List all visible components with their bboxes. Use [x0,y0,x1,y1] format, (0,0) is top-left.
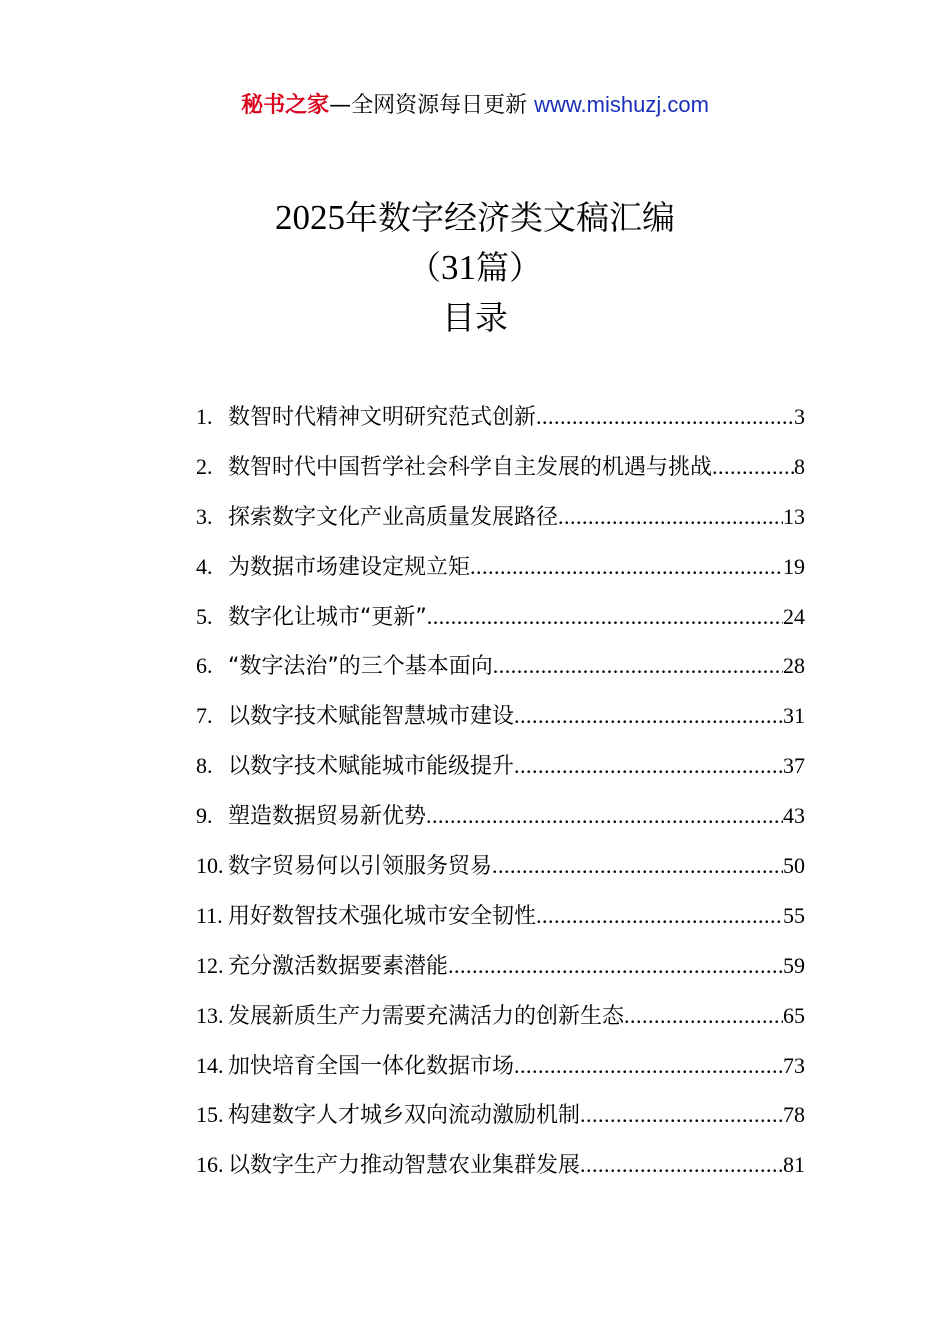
brand-name: 秘书之家 [241,93,330,118]
subtitle-count: 31 [441,248,476,287]
toc-entry[interactable] [196,542,805,592]
toc-entry-title: 探索数字文化产业高质量发展路径 [228,504,559,530]
toc-entry[interactable] [196,691,805,741]
title-year: 2025 [275,198,345,237]
toc-entry[interactable] [196,442,805,492]
toc-entry-number: 14. [196,1052,224,1078]
toc-entry-title: 塑造数据贸易新优势 [228,804,427,830]
toc-entry-leader [514,1041,783,1091]
toc-entry-leader [580,1140,783,1190]
header-separator: — [329,93,352,118]
toc-entry-page: 13 [783,503,805,529]
toc-entry-leader [514,741,783,791]
toc-entry-page: 59 [783,952,805,978]
toc-entry-page: 28 [783,653,805,679]
toc-entry-title: 用好数智技术强化城市安全韧性 [228,903,537,929]
toc-entry-number: 9. [196,803,213,829]
subtitle-open-paren: （ [408,248,441,287]
toc-entry-title: 以数字生产力推动智慧农业集群发展 [228,1153,581,1179]
toc-entry-number: 3. [196,503,213,529]
toc-entry[interactable] [196,991,805,1041]
toc-entry-title: 充分激活数据要素潜能 [228,953,449,979]
toc-entry[interactable] [196,841,805,891]
toc-entry[interactable] [196,941,805,991]
toc-entry-title: 数智时代精神文明研究范式创新 [228,405,537,430]
toc-entry-page: 24 [783,603,805,629]
toc-entry-leader [448,941,783,991]
site-header [0,88,950,123]
toc-entry[interactable] [196,1140,805,1190]
toc-entry-leader [426,791,783,841]
toc-entry-page: 43 [783,803,805,829]
toc-entry[interactable] [196,392,805,442]
toc-entry-leader [493,641,783,691]
title-text: 年数字经济类文稿汇编 [345,198,675,237]
toc-entry[interactable] [196,1041,805,1091]
toc-entry-leader [712,442,794,492]
toc-entry-leader [624,991,783,1041]
toc-entry[interactable] [196,791,805,841]
toc-entry-page: 50 [783,853,805,879]
toc-entry-number: 15. [196,1102,224,1128]
toc-entry-title: 数字贸易何以引领服务贸易 [228,854,493,880]
toc-entry-title: 以数字技术赋能智慧城市建设 [228,704,515,730]
toc-entry-page: 55 [783,902,805,928]
toc-entry-leader [492,841,783,891]
toc-entry-number: 11. [196,902,223,928]
toc-entry[interactable] [196,1090,805,1140]
toc-entry-number: 12. [196,952,224,978]
toc-entry-title: 数智时代中国哲学社会科学自主发展的机遇与挑战 [228,454,713,480]
toc-entry-number: 4. [196,553,213,579]
toc-entry-title: 数字化让城市“更新” [228,604,427,630]
header-slogan: 全网资源每日更新 [351,93,528,118]
toc-entry-number: 6. [196,653,213,679]
toc-entry-leader [427,592,783,642]
site-url-link[interactable]: www.mishuzj.com [534,92,709,117]
toc-entry-leader [514,691,783,741]
toc-entry-page: 73 [783,1052,805,1078]
toc-entry[interactable] [196,891,805,941]
toc-entry[interactable] [196,641,805,691]
toc-entry-number: 1. [196,404,213,429]
toc-entry-page: 3 [794,404,805,429]
toc-entry-number: 10. [196,853,224,879]
toc-entry-number: 2. [196,453,213,479]
toc-entry-number: 8. [196,753,213,779]
toc-entry-number: 16. [196,1152,224,1178]
toc-entry-leader [558,492,783,542]
toc-entry-page: 8 [794,453,805,479]
toc-entry-leader [580,1090,783,1140]
subtitle-unit: 篇 [476,248,509,287]
toc-entry-leader [536,891,783,941]
toc-entry-page: 65 [783,1002,805,1028]
toc-entry-number: 13. [196,1002,224,1028]
toc-entry-page: 81 [783,1152,805,1178]
toc-entry[interactable] [196,492,805,542]
table-of-contents [196,392,805,1190]
document-title [0,196,950,240]
toc-heading: 目录 [442,298,508,337]
toc-entry-title: 加快培育全国一体化数据市场 [228,1053,515,1079]
toc-entry-number: 5. [196,603,213,629]
toc-entry-title: 以数字技术赋能城市能级提升 [228,754,515,780]
toc-entry-leader [536,392,794,442]
toc-entry[interactable] [196,592,805,642]
document-subtitle [0,246,950,290]
toc-entry-title: 构建数字人才城乡双向流动激励机制 [228,1103,581,1129]
toc-entry-title: “数字法治”的三个基本面向 [228,654,493,680]
toc-entry-title: 发展新质生产力需要充满活力的创新生态 [228,1003,625,1029]
toc-entry-page: 78 [783,1102,805,1128]
toc-entry-title: 为数据市场建设定规立矩 [228,554,471,580]
toc-entry-page: 37 [783,753,805,779]
toc-entry-page: 31 [783,703,805,729]
toc-entry[interactable] [196,741,805,791]
subtitle-close-paren: ） [509,248,542,287]
toc-entry-page: 19 [783,553,805,579]
toc-entry-number: 7. [196,703,213,729]
toc-entry-leader [470,542,783,592]
